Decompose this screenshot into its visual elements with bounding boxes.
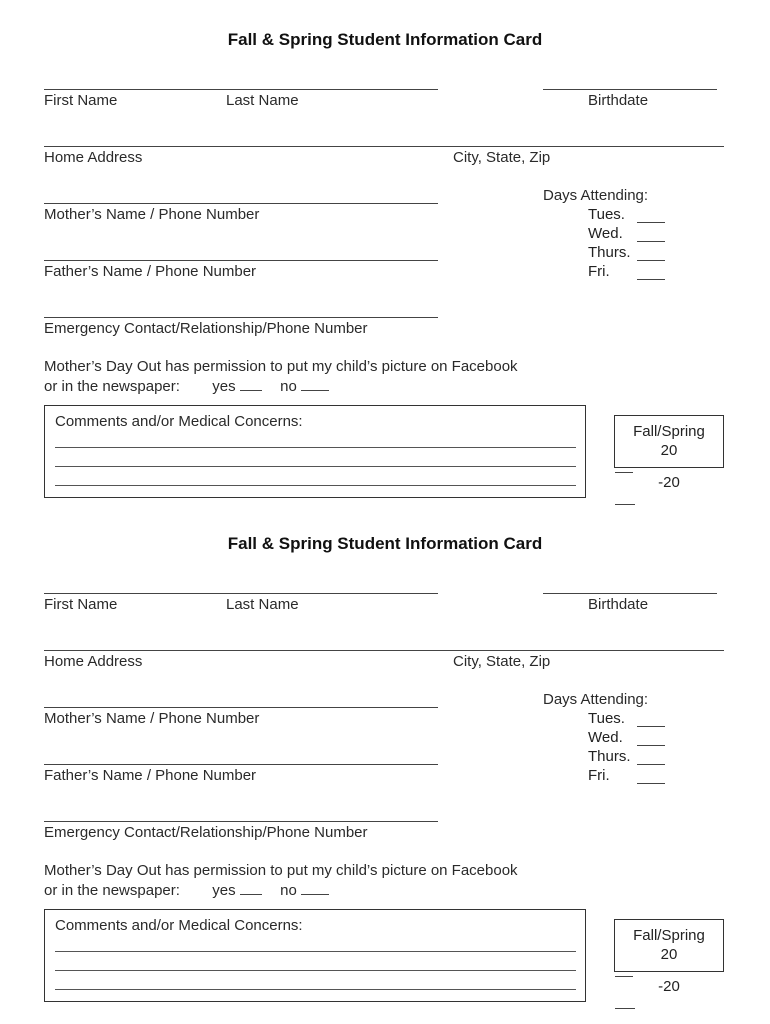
name-line[interactable]	[44, 593, 438, 594]
permission-text: Mother’s Day Out has permission to put my child’s picture on Facebook	[44, 358, 518, 375]
city-state-zip-label: City, State, Zip	[453, 653, 551, 670]
term-year-blank-2[interactable]	[615, 996, 635, 1009]
no-label: no	[280, 378, 297, 395]
mother-line[interactable]	[44, 203, 438, 204]
day-fri-label: Fri.	[588, 263, 610, 280]
yes-blank[interactable]	[240, 882, 262, 895]
day-thurs-blank[interactable]	[637, 764, 665, 765]
day-wed-blank[interactable]	[637, 745, 665, 746]
birthdate-line[interactable]	[543, 89, 717, 90]
student-info-card-1	[0, 0, 770, 504]
term-year-blank-1[interactable]	[615, 964, 633, 977]
day-fri-blank[interactable]	[637, 783, 665, 784]
comments-line-3[interactable]	[55, 989, 576, 990]
term-box	[614, 415, 724, 491]
emergency-line[interactable]	[44, 317, 438, 318]
student-info-card-2	[0, 504, 770, 1008]
emergency-line[interactable]	[44, 821, 438, 822]
father-label: Father’s Name / Phone Number	[44, 263, 257, 280]
term-year[interactable]: 20 -20	[615, 945, 723, 1009]
address-line[interactable]	[44, 650, 724, 651]
comments-box[interactable]	[44, 909, 586, 1002]
comments-box[interactable]	[44, 405, 586, 498]
mother-label: Mother’s Name / Phone Number	[44, 710, 260, 727]
term-year[interactable]: 20 -20	[615, 441, 723, 505]
permission-text: Mother’s Day Out has permission to put my child’s picture on Facebook	[44, 862, 518, 879]
day-thurs-label: Thurs.	[588, 748, 631, 765]
home-address-label: Home Address	[44, 653, 143, 670]
comments-line-2[interactable]	[55, 466, 576, 467]
day-tues-label: Tues.	[588, 206, 625, 223]
comments-line-3[interactable]	[55, 485, 576, 486]
term-label: Fall/Spring	[633, 927, 705, 944]
yes-label: yes	[212, 378, 236, 395]
first-name-label: First Name	[44, 596, 118, 613]
yes-blank[interactable]	[240, 378, 262, 391]
father-line[interactable]	[44, 764, 438, 765]
day-wed-blank[interactable]	[637, 241, 665, 242]
father-line[interactable]	[44, 260, 438, 261]
day-fri-label: Fri.	[588, 767, 610, 784]
emergency-label: Emergency Contact/Relationship/Phone Number	[44, 320, 368, 337]
emergency-label: Emergency Contact/Relationship/Phone Number	[44, 824, 368, 841]
last-name-label: Last Name	[226, 92, 299, 109]
comments-label: Comments and/or Medical Concerns:	[55, 413, 303, 430]
home-address-label: Home Address	[44, 149, 143, 166]
day-wed-label: Wed.	[588, 225, 623, 242]
permission-line-2	[44, 882, 329, 900]
comments-line-2[interactable]	[55, 970, 576, 971]
permission-prefix: or in the newspaper:	[44, 378, 180, 395]
last-name-label: Last Name	[226, 596, 299, 613]
birthdate-line[interactable]	[543, 593, 717, 594]
term-box	[614, 919, 724, 995]
father-label: Father’s Name / Phone Number	[44, 767, 257, 784]
permission-prefix: or in the newspaper:	[44, 882, 180, 899]
birthdate-label: Birthdate	[588, 92, 649, 109]
yes-label: yes	[212, 882, 236, 899]
term-label: Fall/Spring	[633, 423, 705, 440]
no-label: no	[280, 882, 297, 899]
term-year-blank-1[interactable]	[615, 460, 633, 473]
first-name-label: First Name	[44, 92, 118, 109]
day-tues-blank[interactable]	[637, 222, 665, 223]
address-line[interactable]	[44, 146, 724, 147]
no-blank[interactable]	[301, 378, 329, 391]
day-thurs-blank[interactable]	[637, 260, 665, 261]
mother-line[interactable]	[44, 707, 438, 708]
day-tues-blank[interactable]	[637, 726, 665, 727]
days-attending-label: Days Attending:	[543, 691, 649, 708]
day-tues-label: Tues.	[588, 710, 625, 727]
days-attending-label: Days Attending:	[543, 187, 649, 204]
comments-label: Comments and/or Medical Concerns:	[55, 917, 303, 934]
day-wed-label: Wed.	[588, 729, 623, 746]
city-state-zip-label: City, State, Zip	[453, 149, 551, 166]
comments-line-1[interactable]	[55, 951, 576, 952]
name-line[interactable]	[44, 89, 438, 90]
birthdate-label: Birthdate	[588, 596, 649, 613]
no-blank[interactable]	[301, 882, 329, 895]
permission-line-2	[44, 378, 329, 396]
day-thurs-label: Thurs.	[588, 244, 631, 261]
day-fri-blank[interactable]	[637, 279, 665, 280]
comments-line-1[interactable]	[55, 447, 576, 448]
card-title: Fall & Spring Student Information Card	[227, 30, 543, 49]
card-title: Fall & Spring Student Information Card	[227, 534, 543, 553]
mother-label: Mother’s Name / Phone Number	[44, 206, 260, 223]
